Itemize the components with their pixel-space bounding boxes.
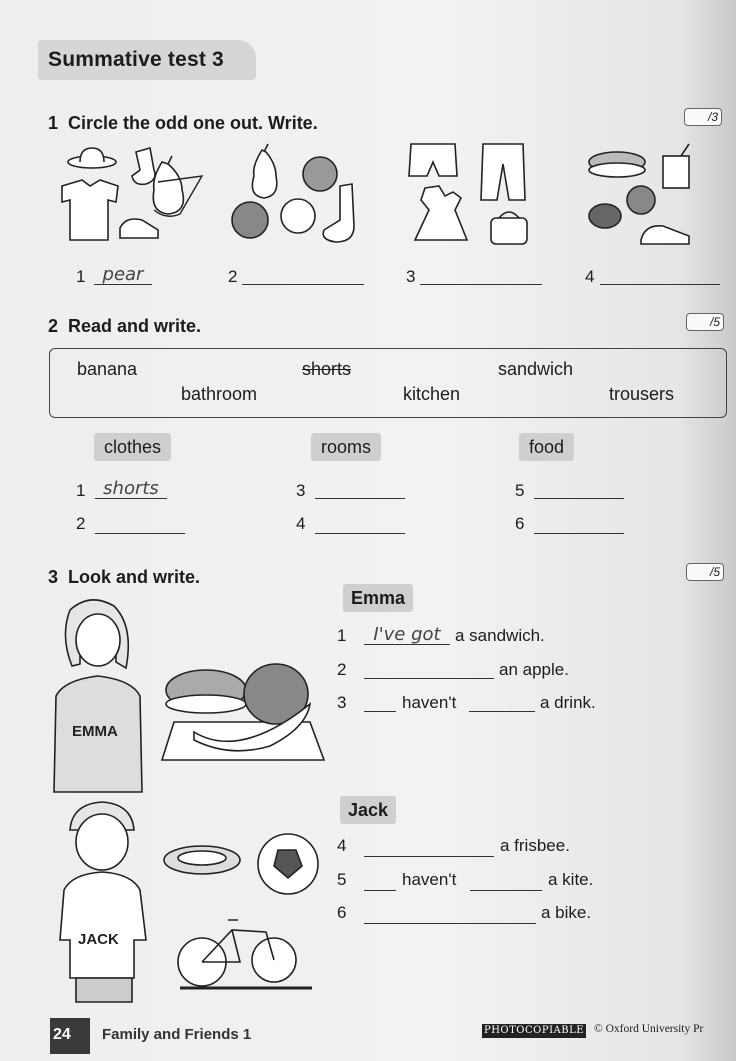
shirt-icon <box>62 180 118 240</box>
s2-answer-1-number: 1 <box>76 481 86 500</box>
s3-line-3-answer[interactable] <box>364 691 396 712</box>
s3-line-6-answer[interactable] <box>364 903 536 924</box>
book-title: Family and Friends 1 <box>102 1026 252 1043</box>
s2-answer-3-line[interactable] <box>315 478 405 499</box>
s3-line-4-number: 4 <box>337 836 347 855</box>
jack-illustration <box>52 800 156 1005</box>
section2-score-box: /5 <box>686 313 724 331</box>
s1-answer-1-line[interactable]: pear <box>94 264 152 285</box>
s2-answer-2-number: 2 <box>76 514 86 533</box>
section3-score-box: /5 <box>686 563 724 581</box>
tomato-icon <box>232 202 268 238</box>
dress-icon <box>415 186 467 240</box>
s3-line-1-end: a sandwich. <box>455 626 545 645</box>
apple-icon <box>281 199 315 233</box>
word-shorts: shorts <box>302 359 352 379</box>
category-clothes: clothes <box>94 433 171 461</box>
s3-line-5-answer[interactable] <box>364 870 396 891</box>
s3-line-5-middle: haven't <box>402 870 457 889</box>
s2-answer-4-number: 4 <box>296 514 306 533</box>
publisher-label: © Oxford University Pr <box>594 1023 704 1035</box>
s3-line-5-end: a kite. <box>548 870 594 889</box>
shoe-icon <box>641 226 689 244</box>
sock-icon <box>323 184 354 242</box>
s1-answer-4-line[interactable] <box>600 264 720 285</box>
s2-answer-6-line[interactable] <box>534 513 624 534</box>
s1-answer-3-number: 3 <box>406 267 416 286</box>
emma-shirt-text: EMMA <box>72 723 118 740</box>
s3-line-2-end: an apple. <box>499 660 569 679</box>
clothes-group-illustration <box>50 140 210 250</box>
s3-line-6-end: a bike. <box>541 903 592 922</box>
s3-line-3-end: a drink. <box>540 693 596 712</box>
bag-icon <box>491 218 527 244</box>
page-number: 24 <box>53 1026 71 1043</box>
s3-line-3-middle: haven't <box>402 693 457 712</box>
jack-items-illustration <box>162 830 327 1000</box>
category-rooms: rooms <box>311 433 381 461</box>
emma-face <box>76 614 120 666</box>
photocopiable-label: PHOTOCOPIABLE <box>483 1025 585 1036</box>
s2-answer-6-number: 6 <box>515 514 525 533</box>
sock-icon <box>132 148 155 184</box>
word-trousers: trousers <box>609 384 675 404</box>
shoe-icon <box>120 219 158 238</box>
orange-icon <box>303 157 337 191</box>
jack-shirt-text: JACK <box>78 931 119 948</box>
s2-answer-2-line[interactable] <box>95 513 185 534</box>
s3-line-4-end: a frisbee. <box>500 836 570 855</box>
s3-line-3-number: 3 <box>337 693 347 712</box>
clothes-group-2-illustration <box>405 140 545 250</box>
s3-line-5-number: 5 <box>337 870 347 889</box>
s3-line-2-number: 2 <box>337 660 347 679</box>
s1-answer-2-number: 2 <box>228 267 238 286</box>
trousers-icon <box>481 144 525 200</box>
word-bathroom: bathroom <box>181 384 258 404</box>
category-food: food <box>519 433 574 461</box>
word-kitchen: kitchen <box>403 384 461 404</box>
juice-box-icon <box>663 156 689 188</box>
word-banana: banana <box>77 359 138 379</box>
s3-line-1-answer[interactable]: I've got <box>364 624 450 645</box>
section3-heading: 3 Look and write. <box>48 567 201 587</box>
s3-line-2-answer[interactable] <box>364 658 494 679</box>
s1-answer-1-number: 1 <box>76 267 86 286</box>
tomato-icon <box>627 186 655 214</box>
s2-answer-3-number: 3 <box>296 481 306 500</box>
s2-answer-5-line[interactable] <box>534 478 624 499</box>
section2-heading: 2 Read and write. <box>48 316 202 336</box>
s3-line-6-number: 6 <box>337 903 347 922</box>
s3-line-4-answer[interactable] <box>364 836 494 857</box>
section1-score-box: /3 <box>684 108 722 126</box>
cookies-icon <box>589 204 621 228</box>
word-sandwich: sandwich <box>498 359 574 379</box>
fruit-group-illustration <box>228 140 368 250</box>
s2-answer-5-number: 5 <box>515 481 525 500</box>
pear-icon <box>153 162 183 214</box>
s2-answer-1-line[interactable]: shorts <box>95 478 167 499</box>
tray-illustration <box>160 660 325 765</box>
s3-line-3-blank[interactable] <box>469 691 535 712</box>
pear-icon <box>252 150 276 198</box>
shorts-icon <box>409 144 457 176</box>
s2-answer-4-line[interactable] <box>315 513 405 534</box>
food-group-illustration <box>585 140 725 250</box>
page-title: Summative test 3 <box>48 48 224 71</box>
jack-name-tag: Jack <box>340 796 396 824</box>
emma-illustration <box>50 596 150 796</box>
section1-heading: 1 Circle the odd one out. Write. <box>48 113 318 133</box>
jack-face <box>76 814 128 870</box>
s3-line-1-number: 1 <box>337 626 347 645</box>
emma-name-tag: Emma <box>343 584 413 612</box>
s3-line-5-blank[interactable] <box>470 870 542 891</box>
s1-answer-3-line[interactable] <box>420 264 542 285</box>
s1-answer-4-number: 4 <box>585 267 595 286</box>
s1-answer-2-line[interactable] <box>242 264 364 285</box>
word-box <box>49 348 727 418</box>
